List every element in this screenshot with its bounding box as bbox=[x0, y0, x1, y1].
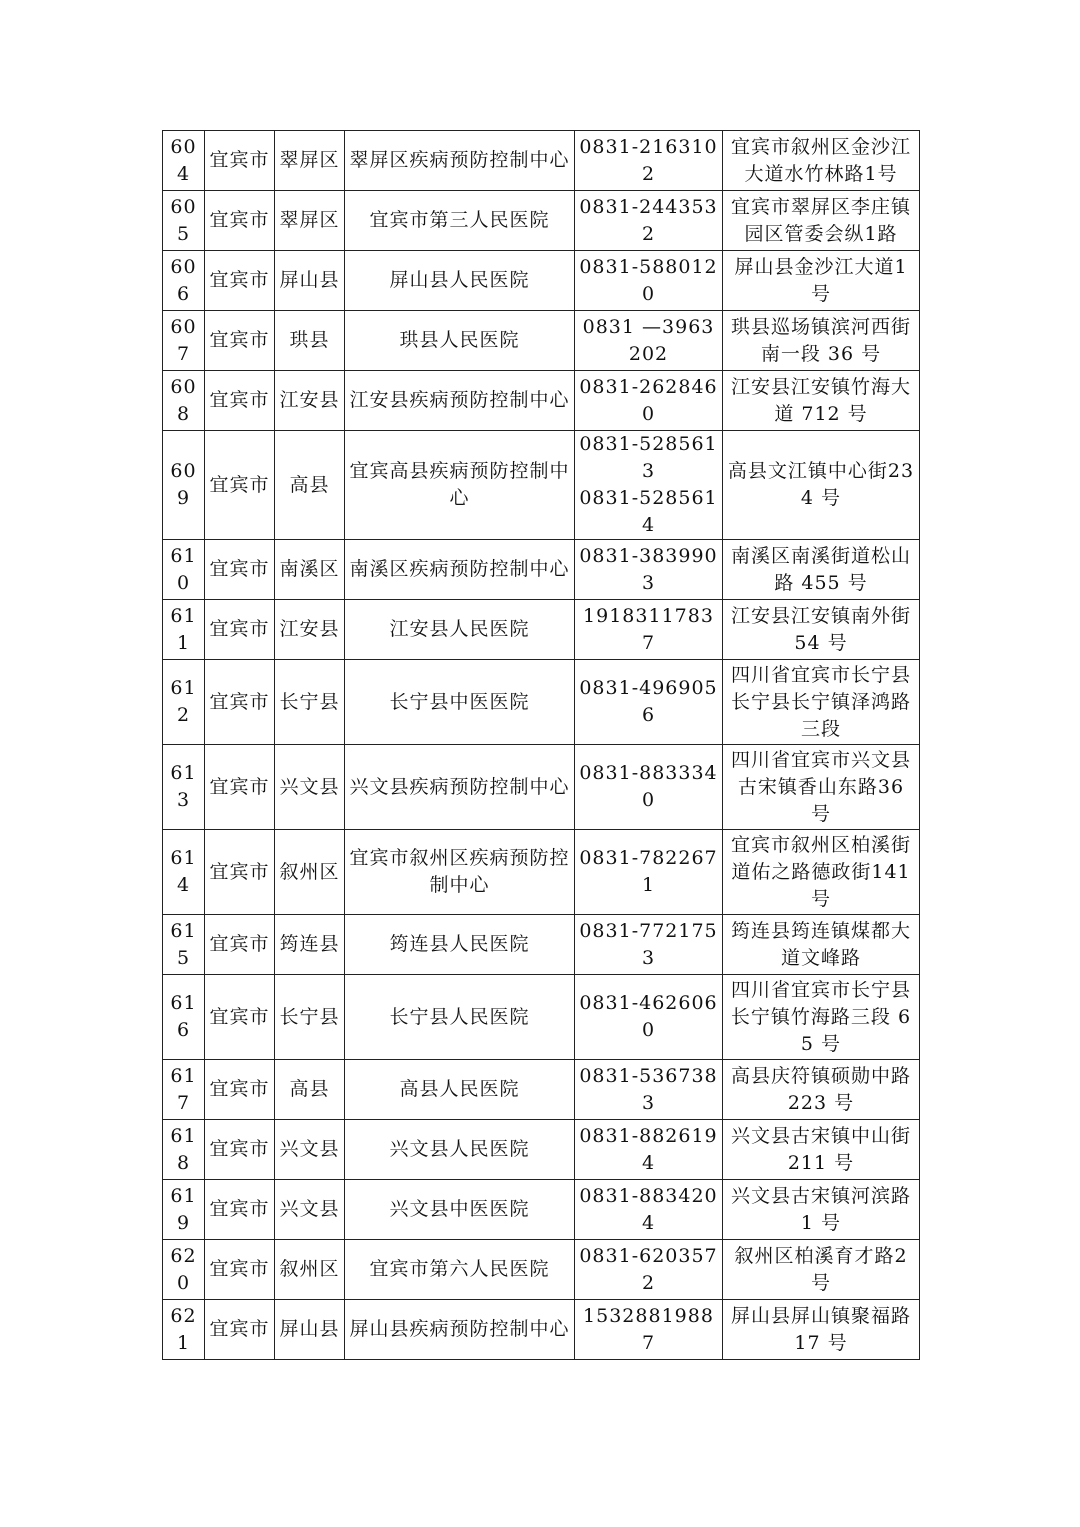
row-number: 605 bbox=[163, 191, 205, 251]
address-cell: 屏山县金沙江大道1号 bbox=[723, 251, 920, 311]
address-cell: 宜宾市叙州区柏溪街道佑之路德政街141 号 bbox=[723, 830, 920, 915]
city-cell: 宜宾市 bbox=[205, 1180, 275, 1240]
table-row bbox=[163, 1240, 920, 1300]
phone-cell: 19183117837 bbox=[575, 600, 723, 660]
phone-cell: 0831-5880120 bbox=[575, 251, 723, 311]
row-number: 610 bbox=[163, 540, 205, 600]
address-cell: 筠连县筠连镇煤都大道文峰路 bbox=[723, 915, 920, 975]
phone-cell: 0831-6203572 bbox=[575, 1240, 723, 1300]
organization-cell: 筠连县人民医院 bbox=[345, 915, 575, 975]
organization-cell: 宜宾高县疾病预防控制中心 bbox=[345, 431, 575, 540]
address-cell: 珙县巡场镇滨河西街南一段 36 号 bbox=[723, 311, 920, 371]
city-cell: 宜宾市 bbox=[205, 371, 275, 431]
district-cell: 兴文县 bbox=[275, 1120, 345, 1180]
phone-cell: 0831-7721753 bbox=[575, 915, 723, 975]
city-cell: 宜宾市 bbox=[205, 431, 275, 540]
phone-cell: 0831-8833340 bbox=[575, 745, 723, 830]
district-cell: 翠屏区 bbox=[275, 131, 345, 191]
city-cell: 宜宾市 bbox=[205, 830, 275, 915]
city-cell: 宜宾市 bbox=[205, 975, 275, 1060]
hospital-table bbox=[162, 130, 920, 1360]
phone-cell: 0831-2443532 bbox=[575, 191, 723, 251]
district-cell: 兴文县 bbox=[275, 1180, 345, 1240]
district-cell: 长宁县 bbox=[275, 660, 345, 745]
phone-cell: 0831-7822671 bbox=[575, 830, 723, 915]
address-cell: 江安县江安镇竹海大道 712 号 bbox=[723, 371, 920, 431]
district-cell: 南溪区 bbox=[275, 540, 345, 600]
city-cell: 宜宾市 bbox=[205, 311, 275, 371]
table-row bbox=[163, 745, 920, 830]
organization-cell: 宜宾市第六人民医院 bbox=[345, 1240, 575, 1300]
city-cell: 宜宾市 bbox=[205, 251, 275, 311]
city-cell: 宜宾市 bbox=[205, 745, 275, 830]
city-cell: 宜宾市 bbox=[205, 915, 275, 975]
table-row bbox=[163, 1060, 920, 1120]
address-cell: 宜宾市叙州区金沙江大道水竹林路1号 bbox=[723, 131, 920, 191]
table-row bbox=[163, 1300, 920, 1360]
organization-cell: 南溪区疾病预防控制中心 bbox=[345, 540, 575, 600]
table-row bbox=[163, 131, 920, 191]
table-row bbox=[163, 830, 920, 915]
organization-cell: 江安县疾病预防控制中心 bbox=[345, 371, 575, 431]
address-cell: 兴文县古宋镇中山街 211 号 bbox=[723, 1120, 920, 1180]
organization-cell: 江安县人民医院 bbox=[345, 600, 575, 660]
row-number: 621 bbox=[163, 1300, 205, 1360]
address-cell: 南溪区南溪街道松山路 455 号 bbox=[723, 540, 920, 600]
phone-cell: 0831-8826194 bbox=[575, 1120, 723, 1180]
district-cell: 珙县 bbox=[275, 311, 345, 371]
table-row bbox=[163, 431, 920, 540]
table-row bbox=[163, 191, 920, 251]
table-row bbox=[163, 1120, 920, 1180]
phone-cell: 0831-2163102 bbox=[575, 131, 723, 191]
row-number: 619 bbox=[163, 1180, 205, 1240]
table-row bbox=[163, 540, 920, 600]
city-cell: 宜宾市 bbox=[205, 131, 275, 191]
organization-cell: 屏山县疾病预防控制中心 bbox=[345, 1300, 575, 1360]
table-row bbox=[163, 371, 920, 431]
district-cell: 筠连县 bbox=[275, 915, 345, 975]
phone-cell: 0831-5285613 0831-5285614 bbox=[575, 431, 723, 540]
address-cell: 叙州区柏溪育才路2号 bbox=[723, 1240, 920, 1300]
district-cell: 兴文县 bbox=[275, 745, 345, 830]
row-number: 608 bbox=[163, 371, 205, 431]
table-body bbox=[163, 131, 920, 1360]
city-cell: 宜宾市 bbox=[205, 1120, 275, 1180]
city-cell: 宜宾市 bbox=[205, 540, 275, 600]
phone-cell: 0831-8834204 bbox=[575, 1180, 723, 1240]
district-cell: 翠屏区 bbox=[275, 191, 345, 251]
row-number: 615 bbox=[163, 915, 205, 975]
city-cell: 宜宾市 bbox=[205, 660, 275, 745]
row-number: 613 bbox=[163, 745, 205, 830]
organization-cell: 珙县人民医院 bbox=[345, 311, 575, 371]
address-cell: 四川省宜宾市长宁县长宁县长宁镇泽鸿路三段 bbox=[723, 660, 920, 745]
district-cell: 高县 bbox=[275, 431, 345, 540]
phone-cell: 0831-4969056 bbox=[575, 660, 723, 745]
district-cell: 屏山县 bbox=[275, 1300, 345, 1360]
table-row bbox=[163, 975, 920, 1060]
city-cell: 宜宾市 bbox=[205, 1300, 275, 1360]
row-number: 604 bbox=[163, 131, 205, 191]
table-row bbox=[163, 251, 920, 311]
phone-cell: 0831-5367383 bbox=[575, 1060, 723, 1120]
address-cell: 兴文县古宋镇河滨路 1 号 bbox=[723, 1180, 920, 1240]
row-number: 609 bbox=[163, 431, 205, 540]
address-cell: 宜宾市翠屏区李庄镇园区管委会纵1路 bbox=[723, 191, 920, 251]
phone-cell: 0831 —3963202 bbox=[575, 311, 723, 371]
organization-cell: 屏山县人民医院 bbox=[345, 251, 575, 311]
address-cell: 江安县江安镇南外街 54 号 bbox=[723, 600, 920, 660]
district-cell: 长宁县 bbox=[275, 975, 345, 1060]
district-cell: 江安县 bbox=[275, 600, 345, 660]
address-cell: 屏山县屏山镇聚福路 17 号 bbox=[723, 1300, 920, 1360]
organization-cell: 宜宾市第三人民医院 bbox=[345, 191, 575, 251]
organization-cell: 兴文县中医医院 bbox=[345, 1180, 575, 1240]
address-cell: 高县庆符镇硕勋中路 223 号 bbox=[723, 1060, 920, 1120]
organization-cell: 翠屏区疾病预防控制中心 bbox=[345, 131, 575, 191]
organization-cell: 长宁县人民医院 bbox=[345, 975, 575, 1060]
phone-cell: 15328819887 bbox=[575, 1300, 723, 1360]
district-cell: 叙州区 bbox=[275, 1240, 345, 1300]
table-row bbox=[163, 600, 920, 660]
row-number: 611 bbox=[163, 600, 205, 660]
organization-cell: 宜宾市叙州区疾病预防控制中心 bbox=[345, 830, 575, 915]
city-cell: 宜宾市 bbox=[205, 1240, 275, 1300]
phone-cell: 0831-4626060 bbox=[575, 975, 723, 1060]
table-row bbox=[163, 1180, 920, 1240]
row-number: 612 bbox=[163, 660, 205, 745]
phone-cell: 0831-2628460 bbox=[575, 371, 723, 431]
table-row bbox=[163, 915, 920, 975]
organization-cell: 兴文县疾病预防控制中心 bbox=[345, 745, 575, 830]
city-cell: 宜宾市 bbox=[205, 1060, 275, 1120]
row-number: 617 bbox=[163, 1060, 205, 1120]
address-cell: 四川省宜宾市兴文县古宋镇香山东路36 号 bbox=[723, 745, 920, 830]
phone-cell: 0831-3839903 bbox=[575, 540, 723, 600]
row-number: 620 bbox=[163, 1240, 205, 1300]
city-cell: 宜宾市 bbox=[205, 600, 275, 660]
district-cell: 叙州区 bbox=[275, 830, 345, 915]
table-row bbox=[163, 311, 920, 371]
address-cell: 高县文江镇中心街234 号 bbox=[723, 431, 920, 540]
organization-cell: 高县人民医院 bbox=[345, 1060, 575, 1120]
district-cell: 江安县 bbox=[275, 371, 345, 431]
organization-cell: 长宁县中医医院 bbox=[345, 660, 575, 745]
table-row bbox=[163, 660, 920, 745]
row-number: 606 bbox=[163, 251, 205, 311]
district-cell: 屏山县 bbox=[275, 251, 345, 311]
district-cell: 高县 bbox=[275, 1060, 345, 1120]
organization-cell: 兴文县人民医院 bbox=[345, 1120, 575, 1180]
row-number: 614 bbox=[163, 830, 205, 915]
address-cell: 四川省宜宾市长宁县长宁镇竹海路三段 65 号 bbox=[723, 975, 920, 1060]
row-number: 618 bbox=[163, 1120, 205, 1180]
row-number: 607 bbox=[163, 311, 205, 371]
city-cell: 宜宾市 bbox=[205, 191, 275, 251]
row-number: 616 bbox=[163, 975, 205, 1060]
